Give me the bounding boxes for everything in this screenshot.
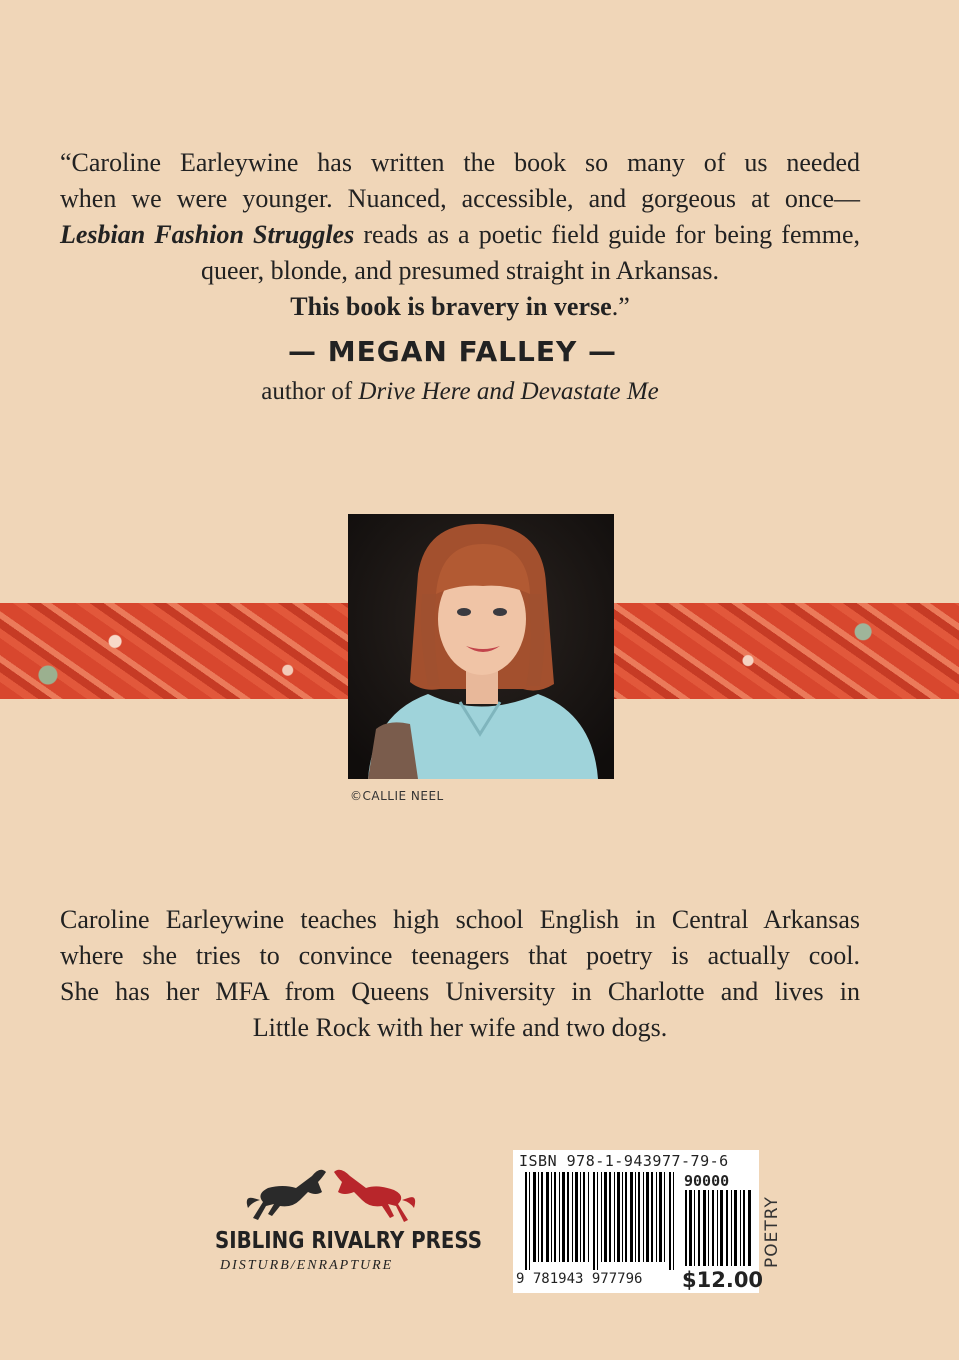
bio-line-2: where she tries to convince teenagers that poetry is actually cool.: [60, 941, 860, 970]
isbn-barcode: [513, 1150, 764, 1293]
bio-line-3: She has her MFA from Queens University in Charlotte and lives in: [60, 977, 860, 1006]
photo-credit: ©CALLIE NEEL: [350, 789, 444, 803]
bio-line-1: Caroline Earleywine teaches high school English in Central Arkansas: [60, 905, 860, 934]
quote-line-4: queer, blonde, and presumed straight in Arkansas.: [200, 256, 720, 285]
quote-closing: .”: [611, 292, 630, 321]
publisher-tagline: DISTURB/ENRAPTURE: [220, 1258, 394, 1273]
isbn-number: ISBN 978-1-943977-79-6: [519, 1152, 729, 1170]
quote-line-2: when we were younger. Nuanced, accessible, and gorgeous at once—: [60, 184, 860, 213]
endorser-name: — MEGAN FALLEY —: [288, 335, 617, 368]
book-title: Lesbian Fashion Struggles: [60, 220, 355, 249]
book-category: POETRY: [762, 1196, 782, 1268]
quote-line-5: [60, 289, 860, 325]
book-price: $12.00: [682, 1268, 764, 1292]
price-code: 90000: [684, 1172, 730, 1190]
quote-line-3-rest: reads as a poetic field guide for being femme,: [354, 220, 860, 249]
barcode-bars: [523, 1172, 681, 1270]
endorser-credit: [0, 378, 920, 406]
barcode-digits: 9 781943 977796: [516, 1271, 643, 1287]
bio-line-4: Little Rock with her wife and two dogs.: [252, 1013, 668, 1042]
author-photo: [348, 514, 614, 779]
quote-line-1: “Caroline Earleywine has written the book so many of us needed: [60, 148, 860, 177]
endorser-credit-prefix: author of: [261, 378, 359, 405]
author-bio: [60, 902, 860, 1046]
quote-emphasis: This book is bravery in verse: [290, 292, 612, 321]
publisher-name: SIBLING RIVALRY PRESS: [215, 1228, 483, 1254]
quote-line-3: [60, 217, 860, 253]
price-addon-bars: [683, 1190, 753, 1266]
endorser-work: Drive Here and Devastate Me: [358, 378, 659, 405]
endorsement-quote: [60, 145, 860, 325]
